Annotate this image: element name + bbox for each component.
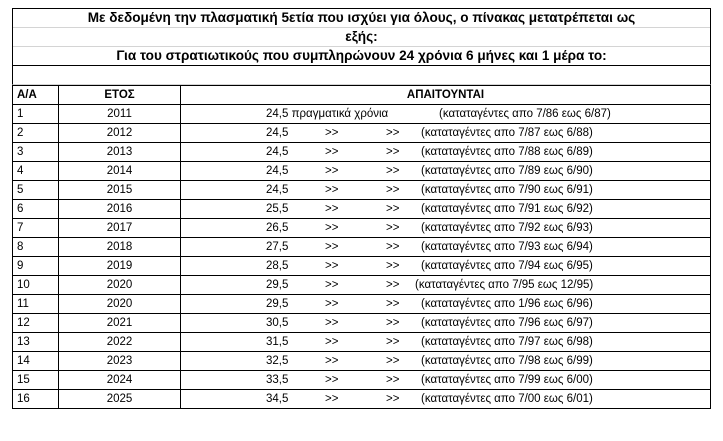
cell-apaitountai[interactable] [181, 276, 711, 295]
enlistment-period: (καταταγέντες απο 1/96 εως 6/96) [421, 298, 593, 310]
enlistment-period: (καταταγέντες απο 7/87 εως 6/88) [421, 127, 593, 139]
table-row [13, 105, 711, 124]
cell-aa[interactable]: 2 [13, 124, 59, 143]
cell-apaitountai[interactable] [181, 219, 711, 238]
enlistment-period: (καταταγέντες απο 7/97 εως 6/98) [421, 336, 593, 348]
ditto-mark: >> [325, 374, 339, 386]
enlistment-period: (καταταγέντες απο 7/98 εως 6/99) [421, 355, 593, 367]
ditto-mark: >> [386, 222, 400, 234]
cell-etos[interactable]: 2024 [59, 371, 181, 390]
title-line-2[interactable]: εξής: [13, 28, 710, 47]
cell-aa[interactable]: 16 [13, 390, 59, 409]
ditto-mark: >> [386, 298, 400, 310]
required-years: 26,5 [266, 222, 289, 234]
required-years: 24,5 [266, 146, 289, 158]
required-years: 29,5 [266, 298, 289, 310]
table-row [13, 276, 711, 295]
cell-apaitountai[interactable] [181, 105, 711, 124]
cell-etos[interactable]: 2025 [59, 390, 181, 409]
cell-apaitountai[interactable] [181, 352, 711, 371]
cell-aa[interactable]: 12 [13, 314, 59, 333]
required-years: 29,5 [266, 279, 289, 291]
enlistment-period: (καταταγέντες απο 7/92 εως 6/93) [421, 222, 593, 234]
cell-aa[interactable]: 3 [13, 143, 59, 162]
table-row [13, 181, 711, 200]
enlistment-period: (καταταγέντες απο 7/93 εως 6/94) [421, 241, 593, 253]
required-years: 24,5 [266, 184, 289, 196]
table-row [13, 390, 711, 409]
table-row [13, 162, 711, 181]
enlistment-period: (καταταγέντες απο 7/94 εως 6/95) [421, 260, 593, 272]
cell-apaitountai[interactable] [181, 295, 711, 314]
cell-apaitountai[interactable] [181, 200, 711, 219]
table-row [13, 219, 711, 238]
ditto-mark: >> [386, 165, 400, 177]
enlistment-period: (καταταγέντες απο 7/89 εως 6/90) [421, 165, 593, 177]
cell-etos[interactable]: 2012 [59, 124, 181, 143]
column-header-etos[interactable]: ΕΤΟΣ [59, 86, 181, 105]
required-years: 27,5 [266, 241, 289, 253]
column-header-apaitountai[interactable]: ΑΠΑΙΤΟΥΝΤΑΙ [181, 86, 711, 105]
cell-etos[interactable]: 2020 [59, 276, 181, 295]
table-row [13, 143, 711, 162]
required-years: 33,5 [266, 374, 289, 386]
cell-etos[interactable]: 2015 [59, 181, 181, 200]
cell-apaitountai[interactable] [181, 257, 711, 276]
required-years: 24,5 [266, 165, 289, 177]
enlistment-period: (καταταγέντες απο 7/91 εως 6/92) [421, 203, 593, 215]
ditto-mark: >> [386, 260, 400, 272]
requirements-table [12, 85, 711, 409]
cell-aa[interactable]: 6 [13, 200, 59, 219]
cell-etos[interactable]: 2023 [59, 352, 181, 371]
spreadsheet-sheet [12, 8, 711, 409]
cell-apaitountai[interactable] [181, 162, 711, 181]
enlistment-period: (καταταγέντες απο 7/88 εως 6/89) [421, 146, 593, 158]
cell-etos[interactable]: 2022 [59, 333, 181, 352]
table-row [13, 238, 711, 257]
table-body [13, 105, 711, 409]
enlistment-period: (καταταγέντες απο 7/86 εως 6/87) [439, 108, 611, 120]
enlistment-period: (καταταγέντες απο 7/00 εως 6/01) [421, 393, 593, 405]
ditto-mark: >> [325, 146, 339, 158]
table-row [13, 295, 711, 314]
ditto-mark: >> [325, 393, 339, 405]
ditto-mark: >> [386, 336, 400, 348]
enlistment-period: (καταταγέντες απο 7/95 εως 12/95) [415, 279, 594, 291]
cell-aa[interactable]: 8 [13, 238, 59, 257]
cell-etos[interactable]: 2013 [59, 143, 181, 162]
cell-apaitountai[interactable] [181, 390, 711, 409]
ditto-mark: >> [325, 336, 339, 348]
ditto-mark: >> [386, 317, 400, 329]
required-years: 25,5 [266, 203, 289, 215]
ditto-mark: >> [325, 279, 339, 291]
required-years: 28,5 [266, 260, 289, 272]
table-row [13, 371, 711, 390]
title-block [12, 8, 711, 66]
ditto-mark: >> [325, 241, 339, 253]
title-line-1[interactable]: Με δεδομένη την πλασματική 5ετία που ισχύει για όλους, ο πίνακας μετατρέπεται ως [13, 9, 710, 28]
ditto-mark: >> [386, 241, 400, 253]
ditto-mark: >> [386, 393, 400, 405]
ditto-mark: >> [325, 222, 339, 234]
cell-aa[interactable]: 4 [13, 162, 59, 181]
ditto-mark: >> [325, 355, 339, 367]
table-header-row [13, 86, 711, 105]
cell-etos[interactable]: 2016 [59, 200, 181, 219]
cell-etos[interactable]: 2020 [59, 295, 181, 314]
ditto-mark: >> [386, 184, 400, 196]
required-years: 30,5 [266, 317, 289, 329]
enlistment-period: (καταταγέντες απο 7/96 εως 6/97) [421, 317, 593, 329]
ditto-mark: >> [386, 355, 400, 367]
cell-aa[interactable]: 10 [13, 276, 59, 295]
ditto-mark: >> [325, 127, 339, 139]
ditto-mark: >> [325, 260, 339, 272]
cell-etos[interactable]: 2017 [59, 219, 181, 238]
cell-aa[interactable]: 7 [13, 219, 59, 238]
column-header-aa[interactable]: Α/Α [13, 86, 59, 105]
ditto-mark: >> [325, 317, 339, 329]
ditto-mark: >> [325, 184, 339, 196]
cell-etos[interactable]: 2018 [59, 238, 181, 257]
cell-aa[interactable]: 9 [13, 257, 59, 276]
ditto-mark: >> [386, 127, 400, 139]
cell-apaitountai[interactable] [181, 143, 711, 162]
cell-apaitountai[interactable] [181, 238, 711, 257]
cell-etos[interactable]: 2021 [59, 314, 181, 333]
cell-aa[interactable]: 1 [13, 105, 59, 124]
cell-apaitountai[interactable] [181, 181, 711, 200]
cell-aa[interactable]: 5 [13, 181, 59, 200]
table-row [13, 200, 711, 219]
cell-aa[interactable]: 14 [13, 352, 59, 371]
ditto-mark: >> [325, 298, 339, 310]
ditto-mark: >> [325, 203, 339, 215]
cell-apaitountai[interactable] [181, 333, 711, 352]
ditto-mark: >> [325, 165, 339, 177]
ditto-mark: >> [386, 374, 400, 386]
ditto-mark: >> [386, 203, 400, 215]
cell-aa[interactable]: 11 [13, 295, 59, 314]
table-row [13, 124, 711, 143]
ditto-mark: >> [386, 279, 400, 291]
table-row [13, 314, 711, 333]
cell-aa[interactable]: 15 [13, 371, 59, 390]
required-years: 32,5 [266, 355, 289, 367]
cell-etos[interactable]: 2019 [59, 257, 181, 276]
cell-apaitountai[interactable] [181, 314, 711, 333]
enlistment-period: (καταταγέντες απο 7/90 εως 6/91) [421, 184, 593, 196]
enlistment-period: (καταταγέντες απο 7/99 εως 6/00) [421, 374, 593, 386]
cell-apaitountai[interactable] [181, 371, 711, 390]
cell-aa[interactable]: 13 [13, 333, 59, 352]
empty-row[interactable] [12, 66, 711, 85]
cell-etos[interactable]: 2014 [59, 162, 181, 181]
table-row [13, 352, 711, 371]
cell-etos[interactable]: 2011 [59, 105, 181, 124]
required-years: 24,5 [266, 127, 289, 139]
required-years: 24,5 πραγματικά χρόνια [266, 108, 389, 120]
required-years: 34,5 [266, 393, 289, 405]
title-line-3[interactable]: Για του στρατιωτικούς που συμπληρώνουν 24 χρόνια 6 μήνες και 1 μέρα το: [13, 47, 710, 66]
table-row [13, 333, 711, 352]
required-years: 31,5 [266, 336, 289, 348]
table-row [13, 257, 711, 276]
ditto-mark: >> [386, 146, 400, 158]
cell-apaitountai[interactable] [181, 124, 711, 143]
